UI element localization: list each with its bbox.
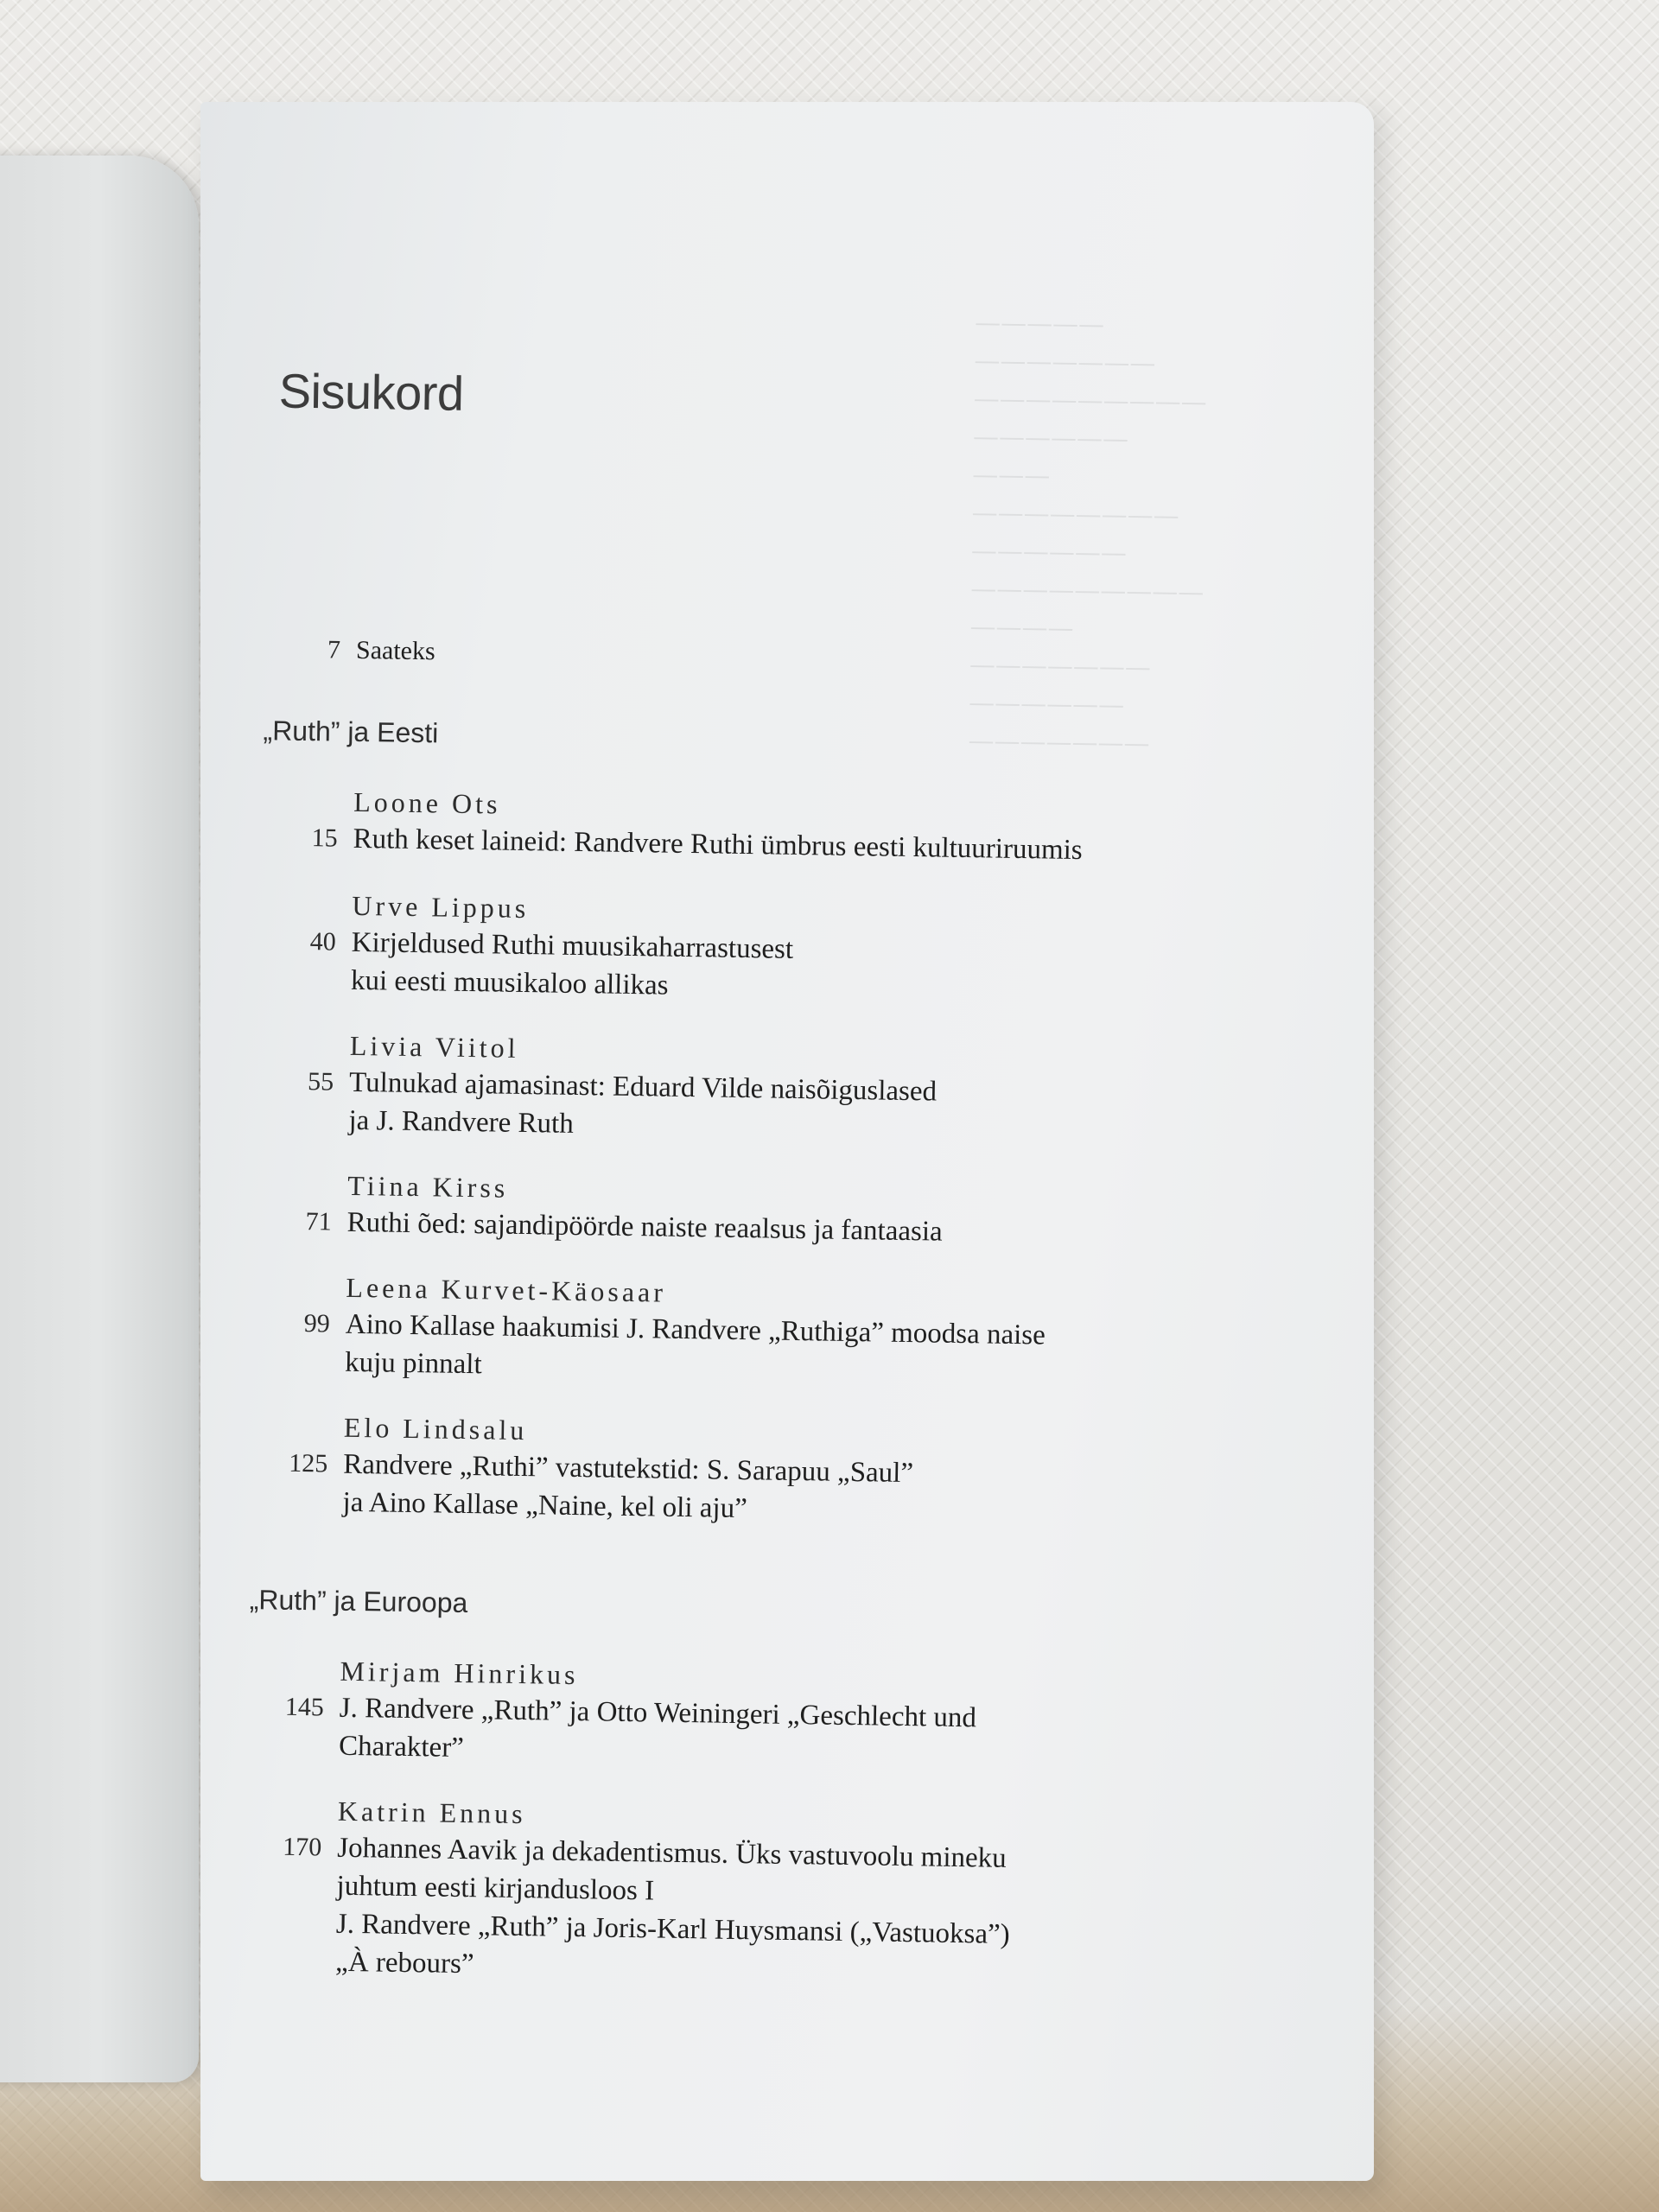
entry-title: Johannes Aavik ja dekadentismus. Üks vastuvoolu mineku juhtum eesti kirjandusloos I J. Randvere „Ruth” ja Joris-Karl Huysmansi („Vastuoksa”) „À rebours” [334,1832,1010,1980]
entry-author: Leena Kurvet-Käosaar [346,1271,667,1308]
page-number: 145 [284,1692,325,1722]
entry-author: Livia Viitol [349,1029,519,1064]
entry-title: Kirjeldused Ruthi muusikaharrastusest kui eesti muusikaloo allikas [350,926,794,1001]
toc-entry[interactable] [250,1268,1245,1395]
section-title-europe: „Ruth” ja Euroopa [249,1584,468,1619]
toc-entry[interactable] [253,1026,1249,1154]
page-number: 170 [283,1832,322,1862]
toc-entry[interactable] [251,1166,1246,1255]
entry-title: Aino Kallase haakumisi J. Randvere „Ruthiga” moodsa naise kuju pinnalt [344,1308,1046,1381]
toc-entry[interactable] [256,886,1251,1014]
page-number: 7 [327,635,341,664]
entry-author: Loone Ots [353,785,501,820]
entry-title: Tulnukad ajamasinast: Eduard Vilde naisõiguslased ja J. Randvere Ruth [348,1066,938,1140]
toc-entry[interactable] [247,1408,1243,1535]
entry-author: Tiina Kirss [347,1169,509,1204]
show-through-text: ————— ——————— ————————— —————— ——— ———————— —————— ————————— ———— ——————— —————— ——————— [968,308,1207,760]
entry-title: Saateks [355,635,435,666]
entry-author: Elo Lindsalu [343,1411,528,1446]
page-number: 125 [289,1448,328,1478]
section-title-estonia: „Ruth” ja Eesti [263,715,439,749]
table-of-contents [200,102,1374,2181]
page-number: 15 [311,823,338,853]
entry-author: Katrin Ennus [337,1795,526,1830]
entry-title: Ruth keset laineid: Randvere Ruthi ümbrus eesti kultuuriruumis [353,823,1083,867]
entry-title: Randvere „Ruthi” vastutekstid: S. Sarapuu „Saul” ja Aino Kallase „Naine, kel oli aju” [342,1448,914,1525]
entry-title: J. Randvere „Ruth” ja Otto Weiningeri „Geschlecht und Charakter” [338,1692,977,1764]
entry-author: Mirjam Hinrikus [340,1655,579,1691]
right-page [200,102,1374,2181]
entry-title: Ruthi õed: sajandipöörde naiste reaalsus ja fantaasia [346,1206,943,1248]
page-number: 55 [307,1067,334,1096]
page-number: 71 [305,1207,332,1236]
toc-entry[interactable] [244,1651,1239,1779]
toc-entry[interactable] [240,1791,1236,1995]
left-page [0,156,199,2082]
page-number: 99 [303,1309,331,1338]
page-title: Sisukord [278,363,465,421]
page-number: 40 [309,927,337,957]
entry-author: Urve Lippus [352,889,530,925]
toc-entry[interactable] [257,782,1252,872]
